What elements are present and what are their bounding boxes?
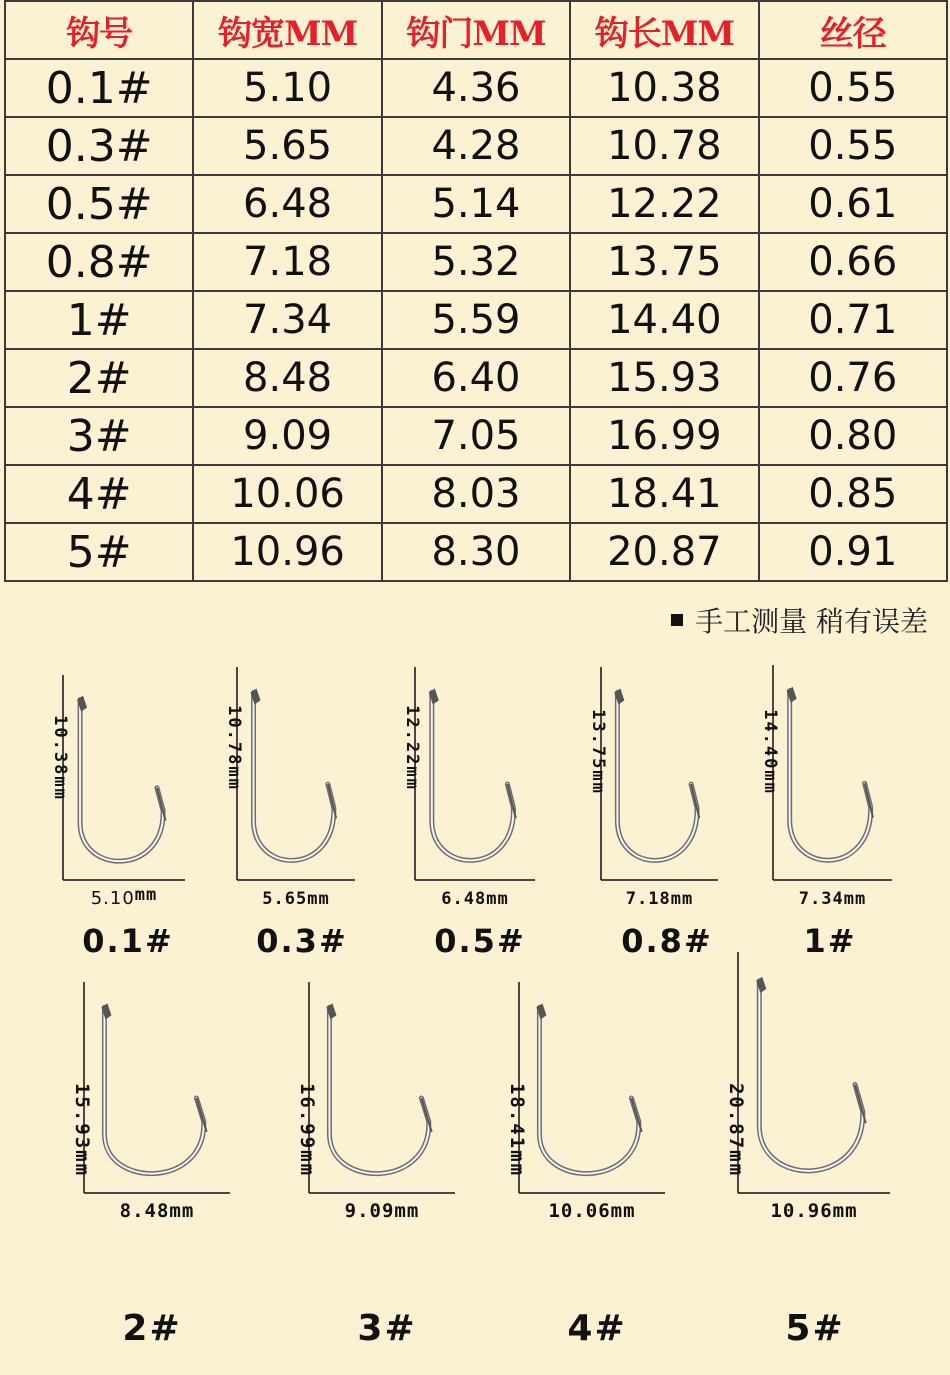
hook-width-unit: mm xyxy=(134,885,158,905)
note-text: 手工测量 稍有误差 xyxy=(695,605,928,638)
hook-width-label xyxy=(91,885,158,909)
cell-wire-diameter: 0.55 xyxy=(759,59,947,117)
hook-figure xyxy=(71,982,230,1349)
cell-hook-number: 0.3# xyxy=(5,117,193,175)
cell-hook-number: 3# xyxy=(5,407,193,465)
hook-length-label: 20.87mm xyxy=(725,1082,747,1178)
header-hook-gap: 钩门MM xyxy=(382,1,570,59)
cell-hook-width: 9.09 xyxy=(193,407,381,465)
header-hook-length: 钩长MM xyxy=(570,1,758,59)
hook-figure xyxy=(506,982,665,1349)
hook-width-label: 10.06mm xyxy=(548,1200,636,1222)
hook-figure xyxy=(224,667,355,960)
cell-hook-length: 10.78 xyxy=(570,117,758,175)
hook-width-label: 9.09mm xyxy=(344,1200,420,1222)
table-row xyxy=(5,291,947,349)
cell-hook-length: 18.41 xyxy=(570,465,758,523)
table-header-row xyxy=(5,1,947,59)
cell-hook-gap: 6.40 xyxy=(382,349,570,407)
hook-highlight xyxy=(617,693,697,861)
table-row xyxy=(5,349,947,407)
hook-outline xyxy=(104,1007,203,1173)
hook-length-label: 16.99mm xyxy=(296,1082,318,1178)
hook-outline xyxy=(329,1007,428,1173)
cell-hook-number: 1# xyxy=(5,291,193,349)
hook-number-label: 3# xyxy=(357,1308,417,1349)
hook-number-label: 0.1# xyxy=(82,922,174,960)
hook-outline xyxy=(617,693,697,861)
cell-hook-length: 13.75 xyxy=(570,233,758,291)
cell-hook-width: 6.48 xyxy=(193,175,381,233)
hook-highlight xyxy=(539,1007,638,1173)
table-row xyxy=(5,175,947,233)
table-body xyxy=(5,59,947,581)
hook-highlight xyxy=(790,691,871,860)
hook-length-label: 14.40mm xyxy=(760,709,780,795)
cell-hook-gap: 5.59 xyxy=(382,291,570,349)
cell-wire-diameter: 0.80 xyxy=(759,407,947,465)
hook-outline xyxy=(539,1007,638,1173)
cell-wire-diameter: 0.66 xyxy=(759,233,947,291)
hook-width-label: 5.65mm xyxy=(262,889,330,909)
hook-number-label: 0.5# xyxy=(434,922,526,960)
hook-spec-table xyxy=(4,0,948,582)
cell-wire-diameter: 0.76 xyxy=(759,349,947,407)
cell-hook-length: 12.22 xyxy=(570,175,758,233)
hook-width-label: 7.18mm xyxy=(625,889,694,909)
cell-hook-gap: 5.14 xyxy=(382,175,570,233)
hook-length-label: 15.93mm xyxy=(71,1082,93,1178)
hook-number-label: 4# xyxy=(567,1308,627,1349)
hook-length-label: 10.38mm xyxy=(50,715,70,801)
hook-width-label: 8.48mm xyxy=(119,1200,195,1222)
measurement-note xyxy=(671,600,928,640)
cell-hook-gap: 4.36 xyxy=(382,59,570,117)
hook-width-label: 10.96mm xyxy=(770,1200,858,1222)
hook-number-label: 1# xyxy=(803,922,857,960)
table-row xyxy=(5,407,947,465)
hook-outline xyxy=(790,691,871,860)
cell-hook-width: 7.34 xyxy=(193,291,381,349)
cell-hook-number: 0.5# xyxy=(5,175,193,233)
hook-width-label: 7.34mm xyxy=(798,889,867,909)
cell-hook-width: 10.06 xyxy=(193,465,381,523)
cell-hook-number: 2# xyxy=(5,349,193,407)
cell-hook-gap: 4.28 xyxy=(382,117,570,175)
table-row xyxy=(5,59,947,117)
cell-hook-width: 7.18 xyxy=(193,233,381,291)
hook-outline xyxy=(80,700,163,862)
cell-hook-width: 5.65 xyxy=(193,117,381,175)
cell-hook-length: 10.38 xyxy=(570,59,758,117)
hook-length-label: 12.22mm xyxy=(402,705,422,791)
hook-outline xyxy=(254,693,334,861)
hook-number-label: 0.8# xyxy=(621,922,713,960)
hook-outline xyxy=(432,693,514,861)
cell-hook-gap: 8.30 xyxy=(382,523,570,581)
cell-hook-width: 10.96 xyxy=(193,523,381,581)
hook-width-label: 6.48mm xyxy=(441,889,509,909)
cell-wire-diameter: 0.85 xyxy=(759,465,947,523)
cell-hook-width: 8.48 xyxy=(193,349,381,407)
hook-highlight xyxy=(759,981,862,1171)
hook-figure xyxy=(296,982,455,1349)
header-hook-width: 钩宽MM xyxy=(193,1,381,59)
hook-highlight xyxy=(104,1007,203,1173)
table-row xyxy=(5,523,947,581)
cell-hook-length: 20.87 xyxy=(570,523,758,581)
hook-figure xyxy=(402,667,535,960)
cell-hook-gap: 8.03 xyxy=(382,465,570,523)
cell-wire-diameter: 0.71 xyxy=(759,291,947,349)
hook-figure xyxy=(725,952,890,1349)
table-row xyxy=(5,233,947,291)
hook-number-label: 5# xyxy=(785,1308,845,1349)
cell-hook-length: 16.99 xyxy=(570,407,758,465)
hook-figure xyxy=(760,665,892,960)
cell-hook-number: 0.8# xyxy=(5,233,193,291)
hook-number-label: 0.3# xyxy=(256,922,348,960)
hook-width-value: 5.10 xyxy=(90,888,135,909)
hook-length-label: 13.75mm xyxy=(588,709,608,795)
table-row xyxy=(5,117,947,175)
hook-figure xyxy=(50,675,185,960)
cell-wire-diameter: 0.55 xyxy=(759,117,947,175)
hook-figure xyxy=(588,667,718,960)
hook-highlight xyxy=(329,1007,428,1173)
hook-length-label: 18.41mm xyxy=(506,1082,528,1178)
table-row xyxy=(5,465,947,523)
hook-diagram-area xyxy=(0,640,950,1375)
square-bullet-icon xyxy=(671,614,683,626)
hook-highlight xyxy=(254,693,334,861)
header-hook-number: 钩号 xyxy=(5,1,193,59)
header-wire-diameter: 丝径 xyxy=(759,1,947,59)
cell-hook-number: 0.1# xyxy=(5,59,193,117)
cell-wire-diameter: 0.91 xyxy=(759,523,947,581)
hook-highlight xyxy=(432,693,514,861)
cell-wire-diameter: 0.61 xyxy=(759,175,947,233)
hook-outline xyxy=(759,981,862,1171)
hook-number-label: 2# xyxy=(122,1308,182,1349)
cell-hook-number: 4# xyxy=(5,465,193,523)
cell-hook-length: 14.40 xyxy=(570,291,758,349)
cell-hook-gap: 7.05 xyxy=(382,407,570,465)
hook-highlight xyxy=(80,700,163,862)
cell-hook-width: 5.10 xyxy=(193,59,381,117)
cell-hook-number: 5# xyxy=(5,523,193,581)
cell-hook-length: 15.93 xyxy=(570,349,758,407)
cell-hook-gap: 5.32 xyxy=(382,233,570,291)
hook-length-label: 10.78mm xyxy=(224,705,244,791)
